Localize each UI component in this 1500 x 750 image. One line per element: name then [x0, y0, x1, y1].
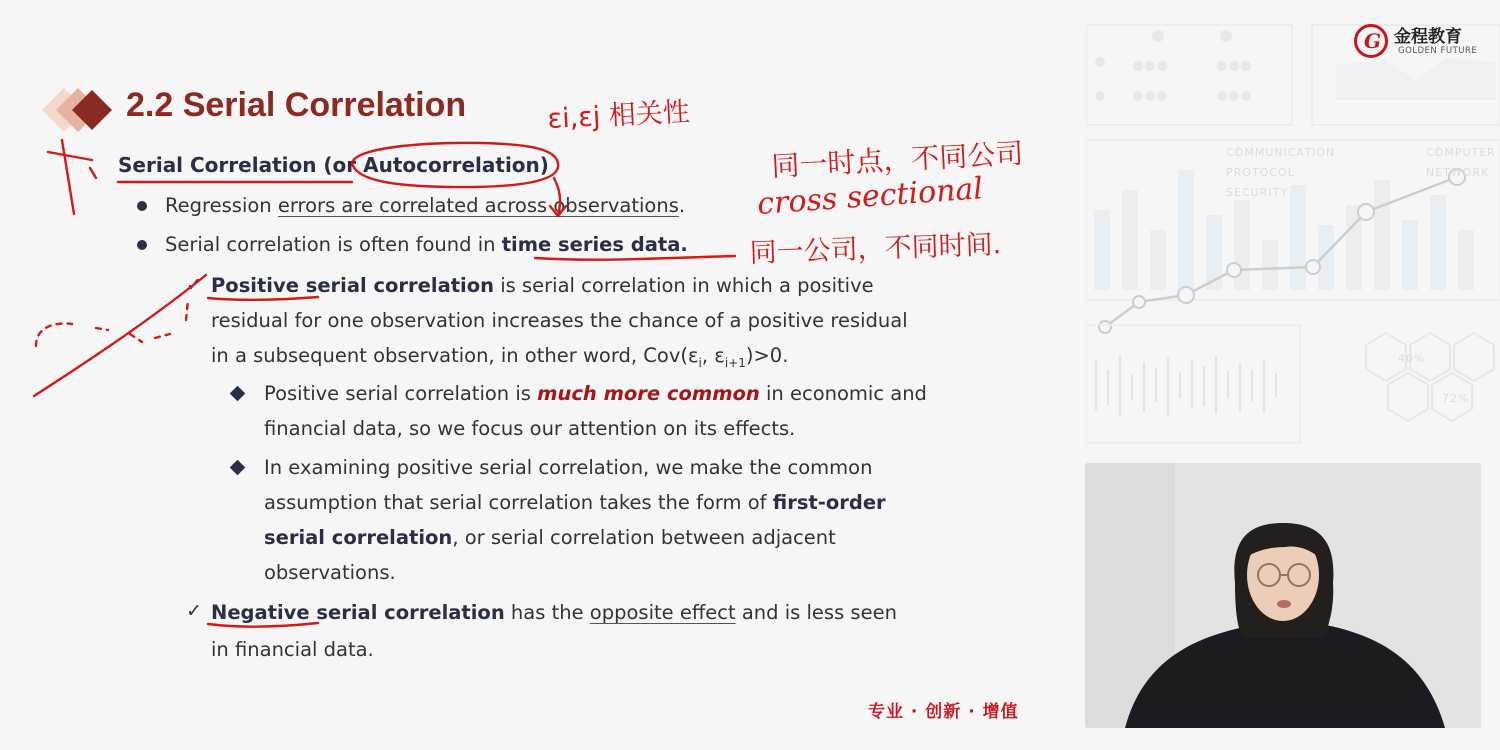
ink-underline-positive — [208, 297, 318, 300]
positive-line-1: Positive serial correlation is serial correlation in which a positive — [211, 274, 874, 297]
ink-margin-mark — [48, 140, 96, 214]
sub-bullet-1-line-1: Positive serial correlation is much more common in economic and — [264, 382, 927, 405]
ink-underline-time-series — [535, 256, 735, 260]
ink-label-right-1: 同一时点，不同公司 — [770, 136, 1025, 183]
slide-title: 2.2 Serial Correlation — [126, 86, 467, 124]
ghost-label: PROTOCOL — [1226, 166, 1295, 179]
logo-chinese-name: 金程教育 — [1394, 27, 1462, 47]
checkmark-icon: ✓ — [186, 274, 202, 296]
ink-label-right-2: cross sectional — [756, 171, 985, 222]
sub-bullet-1-line-2: financial data, so we focus our attention on its effects. — [264, 417, 796, 440]
logo-english-name: GOLDEN FUTURE — [1398, 46, 1478, 56]
sub-bullet-2-line-4: observations. — [264, 561, 396, 584]
logo-icon: G — [1354, 24, 1388, 58]
checkmark-icon: ✓ — [186, 600, 202, 622]
bullet-errors: Regression errors are correlated across observations. — [165, 194, 686, 217]
footer-slogan: 专业 · 创新 · 增值 — [868, 702, 1019, 722]
sub-bullet-2-line-1: In examining positive serial correlation, we make the common — [264, 456, 873, 479]
positive-line-2: residual for one observation increases the chance of a positive residual — [211, 309, 908, 332]
ink-label-near-title: εi,εj 相关性 — [546, 96, 691, 135]
ghost-label: SECURITY — [1226, 186, 1288, 199]
section-heading-text: Serial Correlation (or Autocorrelation) — [118, 153, 549, 177]
positive-line-3: in a subsequent observation, in other word, $Cov(\varepsilon_i$, $\varepsilon_{i+1})>0$. — [211, 344, 789, 370]
ghost-label: COMMUNICATION — [1226, 146, 1336, 159]
negative-line-2: in financial data. — [211, 638, 374, 661]
sub-bullet-2-line-2: assumption that serial correlation takes the form of first-order — [264, 491, 886, 514]
ghost-label: 72% — [1442, 392, 1470, 405]
ghost-label: COMPUTER — [1426, 146, 1496, 159]
negative-line-1: Negative serial correlation has the opposite effect and is less seen — [211, 601, 897, 624]
ink-positive-slope-line — [34, 275, 206, 396]
sub-bullet-2-line-3: serial correlation, or serial correlation between adjacent — [264, 526, 836, 549]
ink-arrow-to-errors — [550, 178, 566, 216]
ink-label-right-3: 同一公司，不同时间. — [749, 229, 1002, 269]
ghost-label: NETWORK — [1426, 166, 1490, 179]
ghost-label: 40% — [1398, 352, 1426, 365]
ink-underline-negative — [208, 623, 318, 627]
ink-circle-autocorrelation — [352, 143, 558, 187]
bullet-time-series: Serial correlation is often found in time series data. — [165, 233, 688, 256]
